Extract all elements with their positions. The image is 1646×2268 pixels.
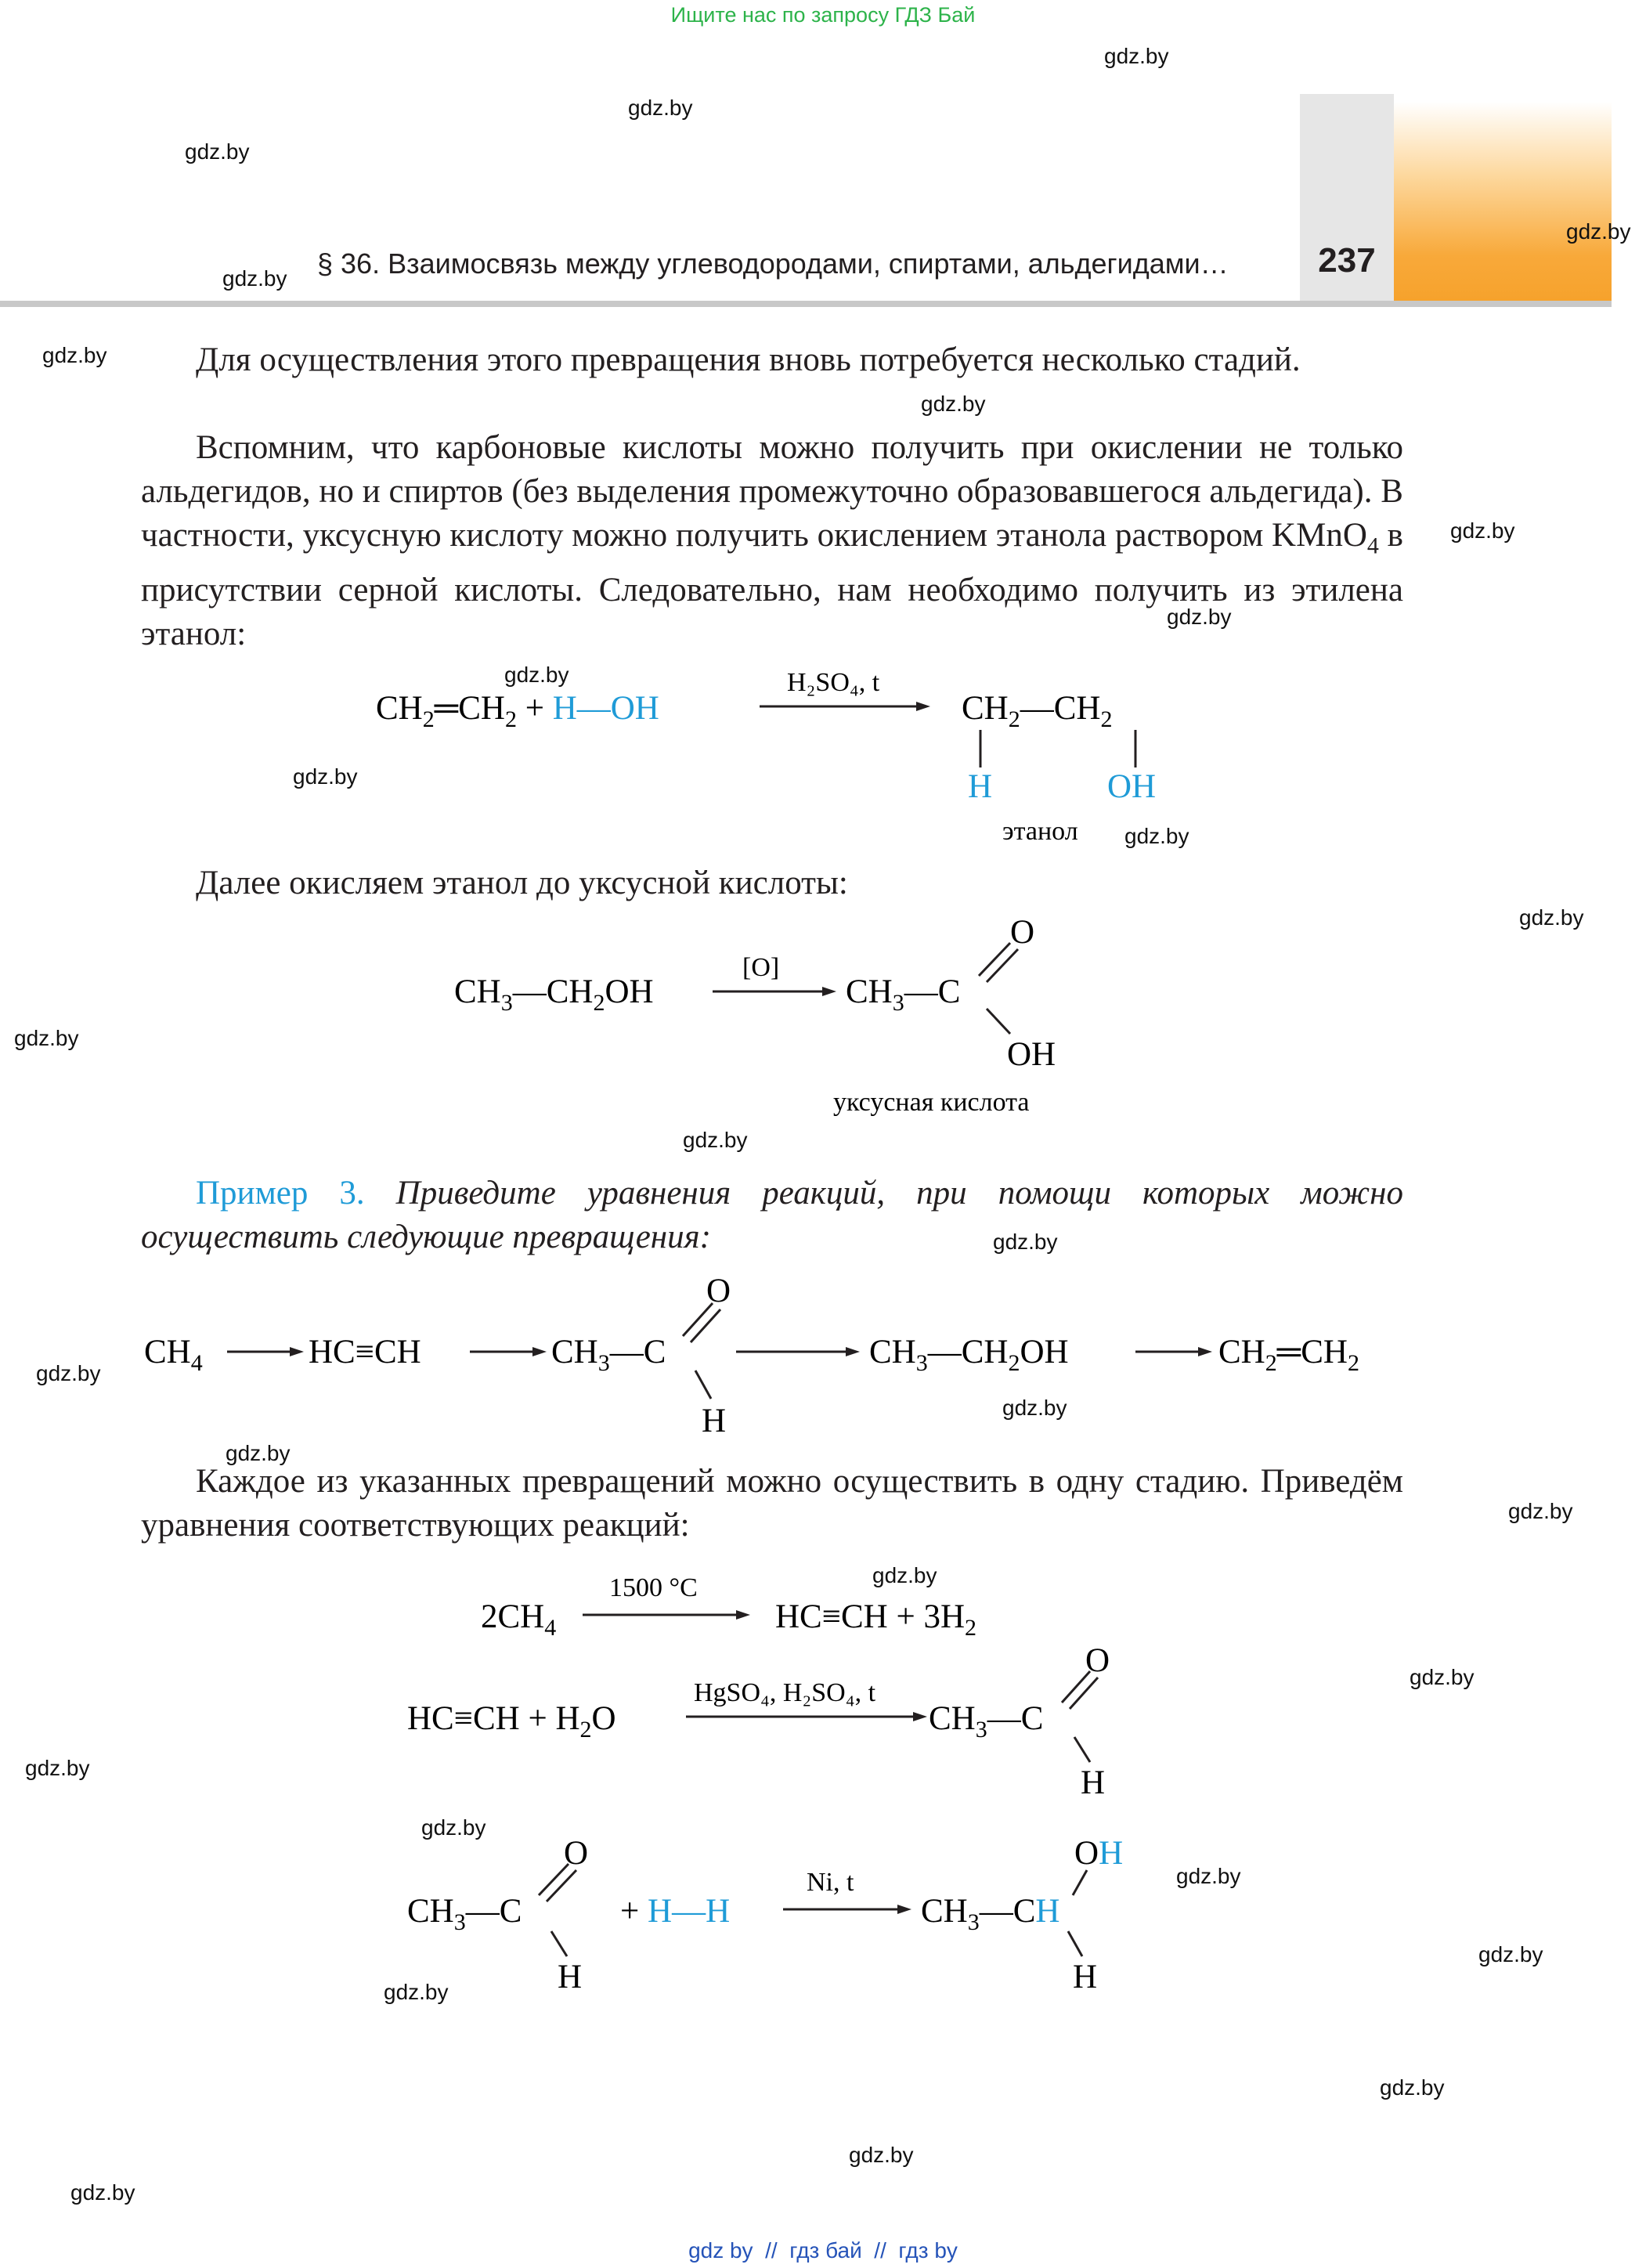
example-label: Пример 3. (196, 1175, 365, 1212)
condition-hgso4: HgSO₄, H₂SO₄, t (694, 1678, 876, 1707)
condition-oxygen: [O] (742, 953, 780, 982)
formula-ch2-ch2: $CH_2═CH_2$ + H—OH (376, 690, 659, 732)
atom-h: H (702, 1403, 727, 1439)
watermark: gdz.by (293, 764, 358, 789)
watermark: gdz.by (683, 1128, 748, 1152)
watermark: gdz.by (1478, 1942, 1543, 1966)
label-acetic-acid: уксусная кислота (833, 1088, 1030, 1117)
formula-reactants: $HC\equiv CH + H_2O$ (407, 1700, 616, 1743)
example-block (141, 1172, 1403, 1259)
watermark: gdz.by (222, 266, 287, 291)
header-rule (0, 301, 1612, 307)
atom-h: H (558, 1959, 583, 1995)
watermark: gdz.by (1508, 1499, 1573, 1523)
watermark: gdz.by (1410, 1665, 1475, 1689)
paragraph-text-part: Вспомним, что карбоновые кислоты можно получить при окислении не только альдегидов, но и спиртов (без выделения промежуточно образовавшегося альдегида). В частности, уксусную кислоту можно получить окислением этанола раствором KMnO (141, 429, 1403, 554)
condition-ni-t: Ni, t (807, 1868, 854, 1897)
equation-kucherov (404, 1645, 1187, 1809)
page-number: 237 (1318, 241, 1376, 280)
reaction-ethylene-hydration (368, 658, 1253, 854)
watermark: gdz.by (1380, 2075, 1445, 2100)
double-bond (987, 949, 1018, 982)
watermark: gdz.by (849, 2143, 914, 2167)
paragraph (141, 861, 1403, 905)
arrow-head (913, 1712, 927, 1721)
formula-ethanol: $CH_3—CH_2OH$ (454, 973, 654, 1016)
running-header-title: § 36. Взаимосвязь между углеводородами, спиртами, альдегидами… (317, 247, 1229, 280)
paragraph-text (141, 426, 1403, 656)
formula-acetaldehyde: $CH_3—C$ (407, 1893, 522, 1935)
watermark: gdz.by (42, 343, 107, 367)
atom-h: H (1081, 1764, 1106, 1801)
arrow-head (916, 702, 930, 711)
watermark: gdz.by (1450, 518, 1515, 543)
formula-acetylene: HC≡CH (309, 1334, 421, 1371)
bond-line (551, 1931, 567, 1956)
arrow-head (846, 1347, 860, 1356)
paragraph-text: Для осуществления этого превращения вновь потребуется несколько стадий. (196, 341, 1301, 378)
group-oh: OH (1074, 1835, 1124, 1872)
paragraph-text: Каждое из указанных превращений можно осуществить в одну стадию. Приведём уравнения соответствующих реакций: (141, 1463, 1403, 1544)
watermark: gdz.by (226, 1441, 291, 1465)
bond-line (695, 1371, 711, 1399)
formula-ethanol: $CH_3—CH$ (921, 1893, 1060, 1935)
double-bond (547, 1870, 576, 1901)
paragraph-text: Далее окисляем этанол до уксусной кислоты: (196, 865, 848, 901)
condition-h2so4-t: H₂SO₄, t (787, 668, 880, 697)
atom-o: O (706, 1273, 731, 1309)
formula-h2: + H—H (620, 1893, 731, 1930)
reaction-ethanol-oxidation (446, 916, 1151, 1120)
formula-acetaldehyde: $CH_3—C$ (929, 1700, 1044, 1743)
arrow-head (897, 1905, 911, 1914)
watermark: gdz.by (36, 1361, 101, 1385)
arrow-head (290, 1347, 304, 1356)
watermark: gdz.by (1167, 605, 1232, 629)
subscript: 4 (1366, 533, 1379, 559)
bond-line (1074, 1737, 1090, 1762)
group-oh: OH (1007, 1036, 1056, 1073)
bond-line (987, 1009, 1010, 1034)
double-bond (691, 1309, 720, 1342)
watermark: gdz.by (504, 663, 569, 687)
watermark: gdz.by (921, 392, 986, 416)
watermark: gdz.by (1002, 1396, 1067, 1420)
watermark: gdz.by (628, 96, 693, 120)
footer-links[interactable]: gdz by // гдз бай // гдз by (688, 2238, 958, 2263)
watermark: gdz.by (1566, 219, 1631, 244)
label-ethanol: этанол (1002, 817, 1078, 846)
watermark: gdz.by (1519, 905, 1584, 930)
group-oh: OH (1107, 768, 1157, 805)
watermark: gdz.by (185, 139, 250, 164)
equation-methane-pyrolysis (478, 1566, 1104, 1652)
arrow-head (822, 987, 836, 996)
formula-acetaldehyde: $CH_3—C$ (551, 1334, 666, 1376)
formula-2ch4: $2CH_4$ (481, 1598, 557, 1641)
watermark: gdz.by (1104, 44, 1169, 68)
formula-ethylene: $CH_2═CH_2$ (1218, 1334, 1359, 1376)
formula-acetic-acid: $CH_3—C$ (846, 973, 961, 1016)
example-task: Приведите уравнения реакций, при помощи которых можно осуществить следующие превращения: (141, 1175, 1403, 1255)
arrow-head (736, 1610, 750, 1620)
atom-h: H (968, 768, 993, 805)
example-text (141, 1172, 1403, 1259)
paragraph (141, 426, 1403, 656)
paragraph (141, 338, 1403, 382)
watermark: gdz.by (872, 1563, 937, 1587)
formula-ch4: $CH_4$ (144, 1334, 203, 1376)
watermark: gdz.by (1124, 824, 1189, 848)
formula-ethanol: $CH_3—CH_2OH$ (869, 1334, 1069, 1376)
double-bond (979, 943, 1010, 976)
paragraph (141, 1460, 1403, 1548)
condition-1500: 1500 °C (609, 1573, 698, 1602)
atom-h: H (1073, 1959, 1098, 1995)
watermark: gdz.by (14, 1026, 79, 1050)
arrow-head (532, 1347, 547, 1356)
watermark: gdz.by (1176, 1864, 1241, 1888)
double-bond (1070, 1678, 1098, 1709)
atom-o: O (1010, 916, 1035, 951)
top-banner: Ищите нас по запросу ГДЗ Бай (670, 3, 976, 27)
watermark: gdz.by (25, 1756, 90, 1780)
arrow-head (1198, 1347, 1212, 1356)
atom-o: O (1085, 1645, 1110, 1679)
bond-line (1068, 1931, 1082, 1956)
paragraph-text-part: в присутствии серной кислоты. Следовательно, нам необходимо получить из этилена этанол: (141, 517, 1403, 652)
watermark: gdz.by (384, 1980, 449, 2004)
formula-ethanol: $CH_2—CH_2$ (962, 690, 1113, 732)
watermark: gdz.by (421, 1815, 486, 1840)
watermark: gdz.by (70, 2180, 135, 2205)
bond-line (1073, 1870, 1087, 1895)
equation-hydrogenation (404, 1825, 1187, 2005)
formula-products: $HC\equiv CH + 3H_2$ (775, 1598, 977, 1641)
watermark: gdz.by (993, 1230, 1058, 1254)
conversion-chain (141, 1262, 1425, 1450)
atom-o: O (564, 1835, 589, 1872)
orange-accent-block (1394, 102, 1612, 307)
